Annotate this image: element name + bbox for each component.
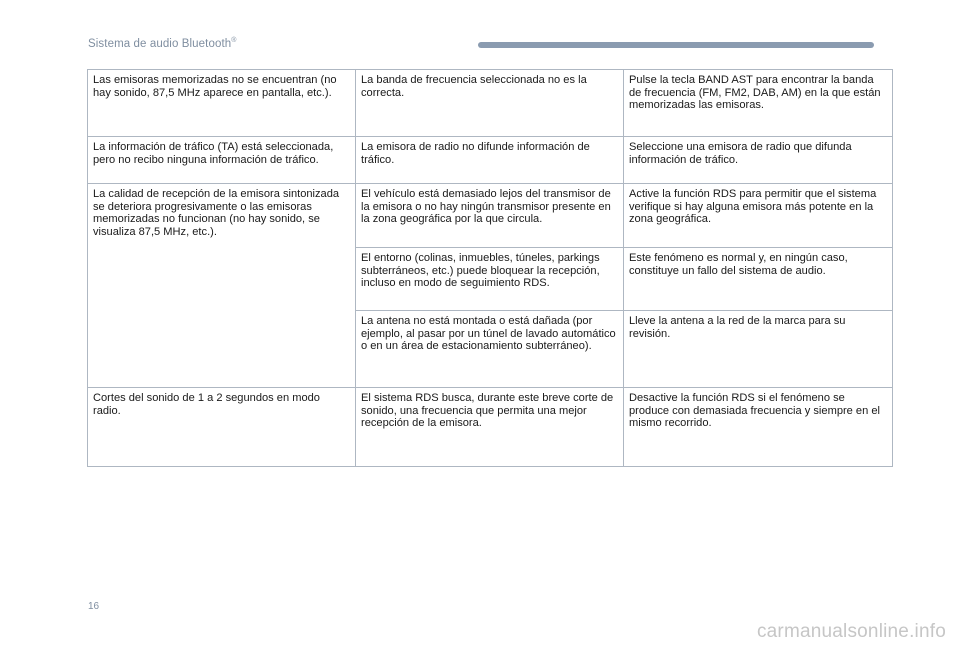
cause-cell: El entorno (colinas, inmuebles, túneles, parkings subterráneos, etc.) puede bloquear la recepción, incluso en modo de seguimiento RDS. xyxy=(356,248,624,311)
section-title-text: Sistema de audio Bluetooth xyxy=(88,37,232,50)
problem-cell: Las emisoras memorizadas no se encuentran (no hay sonido, 87,5 MHz aparece en pantalla, etc.). xyxy=(88,70,356,137)
solution-cell: Desactive la función RDS si el fenómeno se produce con demasiada frecuencia y siempre en el mismo recorrido. xyxy=(624,388,893,467)
watermark-text: carmanualsonline.info xyxy=(756,621,946,642)
problem-cell: Cortes del sonido de 1 a 2 segundos en modo radio. xyxy=(88,388,356,467)
registered-mark: ® xyxy=(231,37,237,44)
solution-cell: Pulse la tecla BAND AST para encontrar la banda de frecuencia (FM, FM2, DAB, AM) en la que están memorizadas las emisoras. xyxy=(624,70,893,137)
cause-cell: La banda de frecuencia seleccionada no es la correcta. xyxy=(356,70,624,137)
header-rule xyxy=(478,42,874,48)
table-row xyxy=(88,184,893,248)
problem-cell: La información de tráfico (TA) está seleccionada, pero no recibo ninguna información de tráfico. xyxy=(88,137,356,184)
cause-cell: La emisora de radio no difunde información de tráfico. xyxy=(356,137,624,184)
problem-cell: La calidad de recepción de la emisora sintonizada se deteriora progresivamente o las emisoras memorizadas no funcionan (no hay sonido, se visualiza 87,5 MHz, etc.). xyxy=(88,184,356,388)
cause-cell: El sistema RDS busca, durante este breve corte de sonido, una frecuencia que permita una mejor recepción de la emisora. xyxy=(356,388,624,467)
solution-cell: Lleve la antena a la red de la marca para su revisión. xyxy=(624,311,893,388)
table-row xyxy=(88,70,893,137)
table-row xyxy=(88,388,893,467)
cause-cell: El vehículo está demasiado lejos del transmisor de la emisora o no hay ningún transmisor presente en la zona geográfica por la que circula. xyxy=(356,184,624,248)
troubleshooting-table xyxy=(87,69,893,467)
solution-cell: Este fenómeno es normal y, en ningún caso, constituye un fallo del sistema de audio. xyxy=(624,248,893,311)
page-number: 16 xyxy=(88,601,100,612)
cause-cell: La antena no está montada o está dañada (por ejemplo, al pasar por un túnel de lavado automático o en un área de estacionamiento subterráneo). xyxy=(356,311,624,388)
section-title xyxy=(88,37,237,50)
table-row xyxy=(88,137,893,184)
solution-cell: Active la función RDS para permitir que el sistema verifique si hay alguna emisora más potente en la zona geográfica. xyxy=(624,184,893,248)
solution-cell: Seleccione una emisora de radio que difunda información de tráfico. xyxy=(624,137,893,184)
